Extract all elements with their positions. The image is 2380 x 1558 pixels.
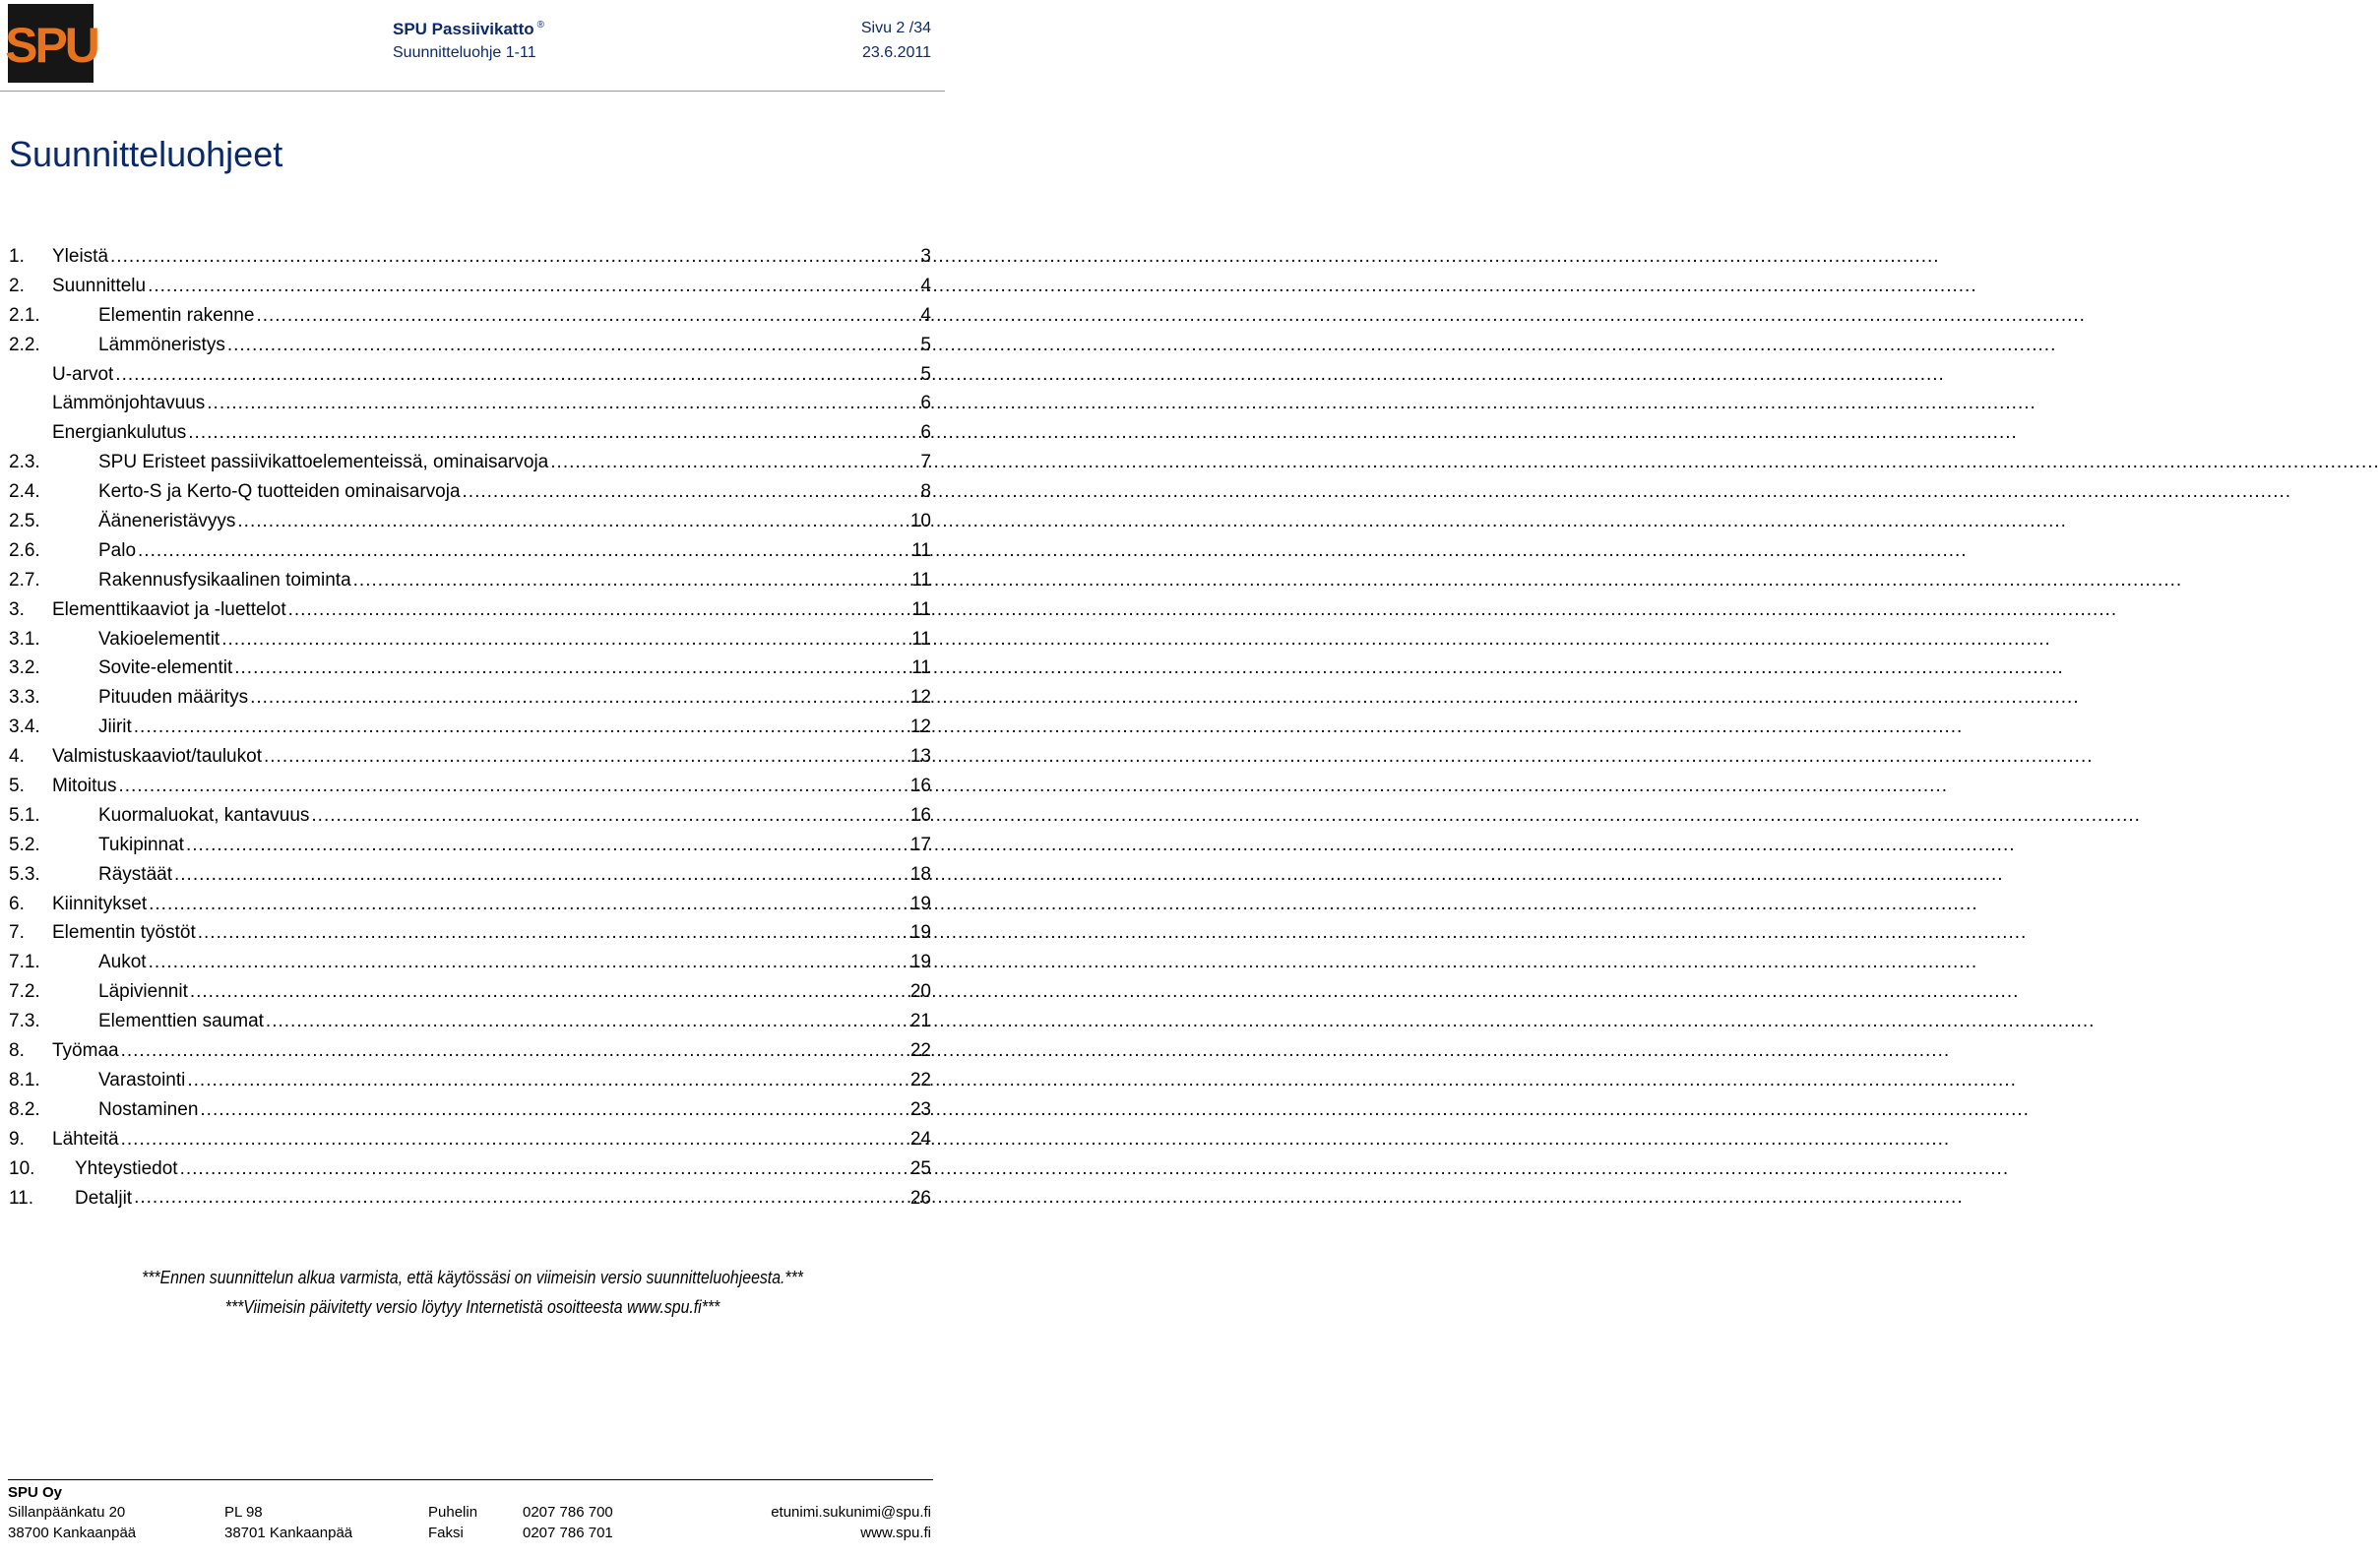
toc-dot-leader bbox=[186, 831, 908, 860]
toc-entry-title: Sovite-elementit bbox=[98, 657, 233, 679]
toc-entry-title: Ääneneristävyys bbox=[98, 511, 236, 532]
toc-dot-leader bbox=[110, 242, 918, 272]
toc-entry-page: 6 bbox=[920, 393, 931, 414]
page-title: Suunnitteluohjeet bbox=[9, 134, 283, 174]
toc-entry-page: 19 bbox=[909, 922, 931, 944]
toc-entry-number: 2.5. bbox=[9, 511, 40, 532]
toc-dot-leader bbox=[187, 1066, 908, 1095]
toc-dot-leader bbox=[463, 477, 919, 507]
toc-entry-title: Tukipinnat bbox=[98, 834, 184, 855]
toc-entry[interactable] bbox=[9, 1095, 931, 1125]
toc-dot-leader bbox=[149, 948, 908, 977]
toc-entry-title: Vakioelementit bbox=[98, 628, 220, 650]
footer-divider bbox=[8, 1479, 933, 1480]
toc-entry[interactable] bbox=[9, 1066, 931, 1095]
table-of-contents bbox=[9, 242, 931, 1213]
toc-entry-title: Yhteystiedot bbox=[75, 1157, 178, 1179]
toc-entry-title: Elementtikaaviot ja -luettelot bbox=[52, 598, 286, 620]
toc-entry-number: 11. bbox=[9, 1187, 34, 1209]
toc-entry[interactable] bbox=[9, 625, 931, 654]
toc-dot-leader bbox=[250, 683, 908, 713]
toc-entry-title: Aukot bbox=[98, 952, 147, 973]
toc-entry-page: 10 bbox=[909, 511, 931, 532]
toc-entry-number: 2.4. bbox=[9, 481, 40, 503]
footer-phone-label: Puhelin bbox=[428, 1504, 478, 1521]
toc-entry[interactable] bbox=[9, 272, 931, 301]
toc-entry-title: Nostaminen bbox=[98, 1098, 199, 1120]
toc-entry-page: 25 bbox=[909, 1157, 931, 1179]
toc-dot-leader bbox=[311, 801, 908, 831]
toc-dot-leader bbox=[138, 536, 909, 566]
toc-dot-leader bbox=[121, 1125, 908, 1154]
toc-entry-title: Pituuden määritys bbox=[98, 687, 249, 709]
toc-entry[interactable] bbox=[9, 1036, 931, 1066]
toc-entry-number: 4. bbox=[9, 746, 25, 768]
toc-dot-leader bbox=[288, 595, 910, 625]
toc-entry[interactable] bbox=[9, 389, 931, 418]
toc-entry-number: 8.2. bbox=[9, 1098, 40, 1120]
toc-dot-leader bbox=[256, 301, 918, 331]
toc-entry[interactable] bbox=[9, 801, 931, 831]
toc-entry-number: 3. bbox=[9, 598, 25, 620]
toc-entry-number: 7.1. bbox=[9, 952, 40, 973]
version-note-line-1: ***Ennen suunnittelun alkua varmista, että käytössäsi on viimeisin versio suunnitteluohjeesta.*** bbox=[142, 1268, 803, 1287]
toc-entry-page: 5 bbox=[920, 334, 931, 355]
toc-entry-title: Mitoitus bbox=[52, 776, 117, 797]
toc-entry-page: 8 bbox=[920, 481, 931, 503]
toc-entry-number: 5.2. bbox=[9, 834, 40, 855]
toc-entry-number: 2.2. bbox=[9, 334, 40, 355]
toc-entry-title: SPU Eristeet passiivikattoelementeissä, ominaisarvoja bbox=[98, 452, 549, 473]
toc-entry[interactable] bbox=[9, 418, 931, 448]
toc-entry-page: 4 bbox=[920, 304, 931, 326]
toc-dot-leader bbox=[353, 566, 910, 595]
footer-phone: 0207 786 700 bbox=[523, 1504, 613, 1521]
footer-fax-label: Faksi bbox=[428, 1525, 464, 1541]
footer-pobox-city: 38701 Kankaanpää bbox=[224, 1525, 353, 1541]
header-title: SPU Passiivikatto ® bbox=[393, 20, 544, 38]
toc-entry-title: Lämmönjohtavuus bbox=[52, 393, 206, 414]
toc-entry-page: 20 bbox=[909, 981, 931, 1003]
header-subtitle: Suunnitteluohje 1-11 bbox=[393, 44, 536, 61]
toc-entry[interactable] bbox=[9, 831, 931, 860]
toc-entry-title: Lähteitä bbox=[52, 1128, 119, 1150]
toc-entry[interactable] bbox=[9, 977, 931, 1007]
toc-entry-number: 7.2. bbox=[9, 981, 40, 1003]
footer-email[interactable]: etunimi.sukunimi@spu.fi bbox=[771, 1504, 931, 1521]
version-note-line-2: ***Viimeisin päivitetty versio löytyy Internetistä osoitteesta www.spu.fi*** bbox=[224, 1297, 720, 1317]
registered-mark: ® bbox=[536, 20, 544, 31]
toc-entry-title: Läpiviennit bbox=[98, 981, 188, 1003]
toc-entry[interactable] bbox=[9, 1007, 931, 1036]
toc-entry-title: Elementin työstöt bbox=[52, 922, 196, 944]
toc-entry-title: Räystäät bbox=[98, 863, 172, 885]
footer-pobox: PL 98 bbox=[224, 1504, 263, 1521]
toc-entry-page: 21 bbox=[909, 1011, 931, 1032]
footer-company: SPU Oy bbox=[8, 1484, 63, 1501]
toc-entry-number: 8. bbox=[9, 1040, 25, 1062]
toc-dot-leader bbox=[121, 1036, 908, 1066]
toc-entry-number: 3.3. bbox=[9, 687, 40, 709]
toc-entry[interactable] bbox=[9, 742, 931, 772]
toc-entry[interactable] bbox=[9, 1184, 931, 1214]
footer-city: 38700 Kankaanpää bbox=[8, 1525, 137, 1541]
toc-entry-page: 12 bbox=[909, 717, 931, 738]
toc-entry[interactable] bbox=[9, 536, 931, 566]
spu-logo-mark bbox=[4, 15, 97, 73]
toc-entry-number: 7. bbox=[9, 922, 25, 944]
toc-entry-title: Kuormaluokat, kantavuus bbox=[98, 804, 310, 826]
toc-dot-leader bbox=[227, 331, 919, 360]
toc-entry-number: 2.3. bbox=[9, 452, 40, 473]
toc-dot-leader bbox=[149, 890, 908, 919]
toc-entry-number: 3.1. bbox=[9, 628, 40, 650]
toc-entry-title: Kiinnitykset bbox=[52, 893, 148, 914]
toc-entry-number: 2.6. bbox=[9, 539, 40, 561]
toc-dot-leader bbox=[134, 1184, 908, 1214]
toc-entry-page: 24 bbox=[909, 1128, 931, 1150]
toc-dot-leader bbox=[234, 654, 909, 683]
toc-entry-number: 7.3. bbox=[9, 1011, 40, 1032]
toc-entry-page: 13 bbox=[909, 746, 931, 768]
toc-entry-title: Elementin rakenne bbox=[98, 304, 255, 326]
toc-entry[interactable] bbox=[9, 331, 931, 360]
spu-logo bbox=[4, 4, 97, 83]
toc-dot-leader bbox=[264, 742, 908, 772]
toc-dot-leader bbox=[221, 625, 909, 654]
toc-entry-number: 1. bbox=[9, 246, 25, 267]
toc-entry-page: 17 bbox=[909, 834, 931, 855]
toc-entry-number: 5.1. bbox=[9, 804, 40, 826]
toc-entry-title: Palo bbox=[98, 539, 137, 561]
toc-entry-page: 11 bbox=[911, 569, 931, 591]
toc-entry-page: 22 bbox=[909, 1069, 931, 1091]
toc-entry-number: 5. bbox=[9, 776, 25, 797]
toc-entry-title: Työmaa bbox=[52, 1040, 119, 1062]
toc-entry-page: 18 bbox=[909, 863, 931, 885]
toc-entry-number: 3.4. bbox=[9, 717, 40, 738]
toc-dot-leader bbox=[207, 389, 918, 418]
toc-entry[interactable] bbox=[9, 918, 931, 948]
footer-street: Sillanpäänkatu 20 bbox=[8, 1504, 126, 1521]
toc-entry-page: 19 bbox=[909, 952, 931, 973]
toc-entry[interactable] bbox=[9, 301, 931, 331]
toc-entry[interactable] bbox=[9, 1154, 931, 1184]
toc-entry[interactable] bbox=[9, 948, 931, 977]
toc-entry[interactable] bbox=[9, 360, 931, 390]
toc-dot-leader bbox=[200, 1095, 908, 1125]
toc-entry-page: 11 bbox=[911, 598, 931, 620]
toc-entry[interactable] bbox=[9, 860, 931, 890]
toc-entry-title: Lämmöneristys bbox=[98, 334, 225, 355]
toc-dot-leader bbox=[188, 418, 918, 448]
toc-entry-page: 11 bbox=[911, 657, 931, 679]
toc-entry[interactable] bbox=[9, 566, 931, 595]
toc-dot-leader bbox=[190, 977, 908, 1007]
toc-entry-number: 2.7. bbox=[9, 569, 40, 591]
toc-entry-title: Kerto-S ja Kerto-Q tuotteiden ominaisarvoja bbox=[98, 481, 461, 503]
toc-entry-number: 8.1. bbox=[9, 1069, 40, 1091]
toc-dot-leader bbox=[148, 272, 918, 301]
toc-entry-page: 4 bbox=[920, 275, 931, 296]
toc-entry-page: 5 bbox=[920, 363, 931, 385]
header-date: 23.6.2011 bbox=[862, 44, 931, 61]
toc-entry[interactable] bbox=[9, 477, 931, 507]
toc-dot-leader bbox=[134, 713, 908, 742]
toc-entry-number: 9. bbox=[9, 1128, 25, 1150]
header-page-number: Sivu 2 /34 bbox=[860, 20, 931, 36]
toc-entry[interactable] bbox=[9, 507, 931, 536]
toc-entry-title: U-arvot bbox=[52, 363, 114, 385]
toc-entry[interactable] bbox=[9, 772, 931, 801]
footer-fax: 0207 786 701 bbox=[523, 1525, 613, 1541]
toc-dot-leader bbox=[115, 360, 918, 390]
toc-entry-title: Yleistä bbox=[52, 246, 109, 267]
toc-entry-title: Varastointi bbox=[98, 1069, 186, 1091]
toc-entry-number: 2.1. bbox=[9, 304, 40, 326]
toc-entry-title: Detaljit bbox=[75, 1187, 133, 1209]
toc-entry-number: 5.3. bbox=[9, 863, 40, 885]
toc-dot-leader bbox=[550, 448, 918, 477]
toc-dot-leader bbox=[266, 1007, 908, 1036]
toc-entry-page: 3 bbox=[920, 246, 931, 267]
toc-dot-leader bbox=[237, 507, 908, 536]
toc-entry-page: 22 bbox=[909, 1040, 931, 1062]
header-divider bbox=[0, 91, 945, 92]
toc-entry-number: 2. bbox=[9, 275, 25, 296]
toc-dot-leader bbox=[118, 772, 908, 801]
toc-entry[interactable] bbox=[9, 1125, 931, 1154]
toc-entry-title: Suunnittelu bbox=[52, 275, 147, 296]
svg-text:SPU: SPU bbox=[4, 18, 97, 73]
toc-entry-page: 12 bbox=[909, 687, 931, 709]
toc-entry-title: Energiankulutus bbox=[52, 422, 187, 444]
toc-entry-page: 23 bbox=[909, 1098, 931, 1120]
toc-entry-title: Jiirit bbox=[98, 717, 132, 738]
toc-entry-page: 7 bbox=[920, 452, 931, 473]
toc-entry-title: Elementtien saumat bbox=[98, 1011, 264, 1032]
footer-website[interactable]: www.spu.fi bbox=[860, 1525, 931, 1541]
toc-dot-leader bbox=[180, 1154, 908, 1184]
toc-entry[interactable] bbox=[9, 654, 931, 683]
toc-dot-leader bbox=[174, 860, 908, 890]
toc-entry-page: 16 bbox=[909, 776, 931, 797]
toc-entry-number: 3.2. bbox=[9, 657, 40, 679]
toc-entry[interactable] bbox=[9, 448, 931, 477]
toc-entry-title: Valmistuskaaviot/taulukot bbox=[52, 746, 262, 768]
toc-entry-number: 6. bbox=[9, 893, 25, 914]
toc-entry[interactable] bbox=[9, 890, 931, 919]
toc-entry-page: 19 bbox=[909, 893, 931, 914]
toc-entry[interactable] bbox=[9, 713, 931, 742]
toc-entry[interactable] bbox=[9, 595, 931, 625]
toc-entry-page: 11 bbox=[911, 628, 931, 650]
toc-entry-number: 10. bbox=[9, 1157, 35, 1179]
toc-dot-leader bbox=[198, 918, 908, 948]
toc-entry-page: 26 bbox=[909, 1187, 931, 1209]
toc-entry[interactable] bbox=[9, 242, 931, 272]
toc-entry-title: Rakennusfysikaalinen toiminta bbox=[98, 569, 351, 591]
toc-entry[interactable] bbox=[9, 683, 931, 713]
toc-entry-page: 16 bbox=[909, 804, 931, 826]
toc-entry-page: 11 bbox=[911, 539, 931, 561]
toc-entry-page: 6 bbox=[920, 422, 931, 444]
